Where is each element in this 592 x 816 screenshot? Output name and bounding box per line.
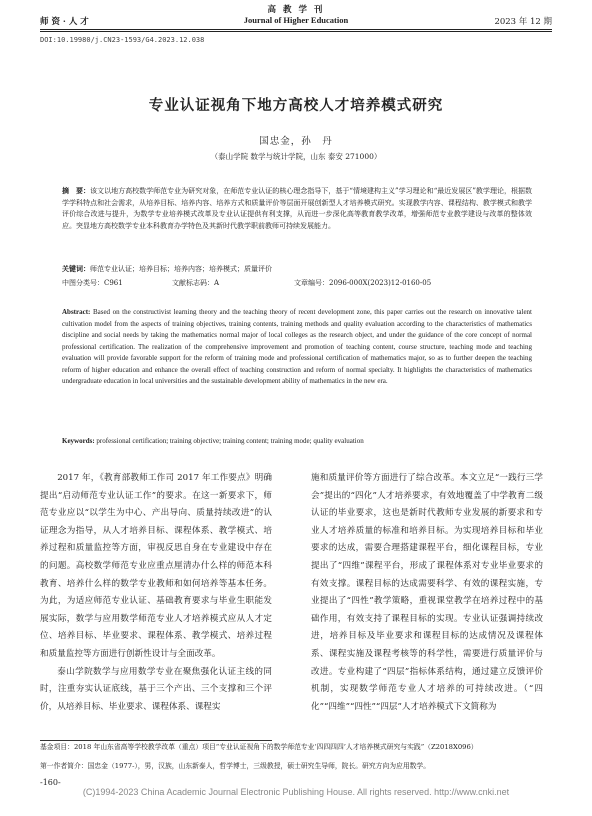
keywords-zh: [62, 263, 532, 276]
body-paragraph: 施和质量评价等方面进行了综合改革。本文立足“一践行三学会”提出的“四化”人才培养要求，有效地覆盖了中学教育二级认证的毕业要求，这也是新时代教师专业发展的新要求和专业人才培养质量的标准和培养目标。为实现培养目标和毕业要求的达成，需要合理搭建课程平台，细化课程目标，专业提出了“四维”课程平台，形成了课程体系对专业毕业要求的有效支撑。课程目标的达成需要科学、有效的课程实施，专业提出了“四性”教学策略，重视课堂教学在培养过程中的基础作用，有效支持了课程目标的实现。专业认证强调持续改进，培养目标及毕业要求和课程目标的达成情况及课程体系、课程实施及课程考核等的科学性，需要进行质量评价与改进。专业构建了“四层”指标体系结构，通过建立反馈评价机制，实现数学师范专业人才培养的可持续改进。（“四化”“四维”“四性”“四层”人才培养模式下文简称为: [311, 473, 543, 712]
body-column-right: [311, 470, 543, 716]
abstract-en-text: Based on the constructivist learning theory and the teaching theory of recent development zone, this paper carries out the research on innovative talent cultivation model from the aspects of training objectives, training contents, training methods and quality evaluation according to the characteristics of mathematics discipline and social needs by taking the mathematics normal major of local colleges as the research object, and under the guidance of the core concept of normal professional certification. The realization of the comprehensive improvement and promotion of teaching content, course structure, teaching mode and teaching evaluation will provide favorable support for the reform of training mode and professional certification of mathematics major, so as to further deepen the teaching reform of higher education and enhance the overall effect of teaching construction and reform of normal specialty. It highlights the characteristics of mathematics undergraduate education in local universities and the sustainable development ability of mathematics in the new era.: [62, 308, 532, 385]
document-code: 文献标志码：A: [172, 279, 220, 287]
journal-name-cn: 高 教 学 刊: [267, 5, 325, 15]
header-rule-bottom: [40, 31, 552, 32]
journal-name-en: Journal of Higher Education: [243, 15, 349, 25]
running-header: [40, 15, 552, 27]
body-paragraph: 泰山学院数学与应用数学专业在聚焦强化认证主线的同时，注重夯实认证底线，基于三个产出、三个支撑和三个评价，从培养目标、毕业要求、课程体系、课程实: [40, 666, 272, 712]
article-number: 文章编号：2096-000X(2023)12-0160-05: [294, 279, 432, 287]
copyright-footer: (C)1994-2023 China Academic Journal Electronic Publishing House. All rights reserved. http://www.cnki.net: [82, 787, 510, 797]
section-label: 师 资 · 人 才: [40, 17, 89, 27]
header-rule-top: [40, 29, 552, 30]
footnote-funding: 基金项目：2018 年山东省高等学校教学改革（重点）项目“专业认证视角下的数学师范专业‘四四四四’人才培养模式研究与实践”（Z2018X096）: [40, 743, 478, 751]
abstract-zh-label: 摘 要：: [62, 186, 91, 195]
footnote-author: 第一作者简介：国忠金（1977-），男，汉族，山东新泰人，哲学博士，三级教授，硕士研究生导师，院长。研究方向为应用数学。: [40, 762, 431, 770]
keywords-en: [62, 437, 532, 445]
abstract-en: [62, 307, 532, 388]
authors: 国忠金，孙 丹: [259, 136, 333, 147]
issue-label: 2023 年 12 期: [494, 17, 552, 27]
body-column-left: [40, 470, 272, 716]
doi[interactable]: DOI:10.19980/j.CN23-1593/G4.2023.12.038: [40, 36, 205, 44]
article-meta: [62, 278, 532, 289]
keywords-zh-text: 师范专业认证；培养目标；培养内容；培养模式；质量评价: [90, 265, 272, 273]
body-paragraph: 2017 年，《教育部教师工作司 2017 年工作要点》明确提出“启动师范专业认证工作”的要求。在这一新要求下，师范专业应以“以学生为中心、产出导向、质量持续改进”的认证理念为指导，从人才培养目标、课程体系、教学模式、培养过程和质量监控等方面，审视反思自身在专业建设中存在的问题。高校数学师范专业应重点厘清办什么样的师范本科教育、培养什么样的数学专业教师和如何培养等基本任务。为此，为适应师范专业认证、基础教育要求与毕业生职能发展实际，数学与应用数学师范专业人才培养模式应从人才定位、培养目标、毕业要求、课程体系、教学模式、培养过程和质量监控等方面进行创新性设计与全面改革。: [40, 473, 272, 659]
affiliation: （泰山学院 数学与统计学院，山东 泰安 271000）: [210, 152, 382, 161]
keywords-en-text: professional certification; training objective; training content; training mode; quality evaluation: [96, 437, 364, 445]
abstract-zh-text: 该文以地方高校数学师范专业为研究对象，在师范专业认证的核心理念指导下，基于“情境建构主义”学习理论和“最近发展区”教学理论，根据数学学科特点和社会需求，从培养目标、培养内容、培养方式和质量评价等层面开展创新型人才培养模式研究。实现教学内容、课程结构、教学模式和教学评价综合改进与提升，为数学专业培养模式改革及专业认证提供有利支撑，从而进一步深化高等教育教学改革，增强师范专业教学建设与改革的整体效应。突显地方高校数学专业本科教育办学特色及其新时代教学职前教师可持续发展能力。: [62, 187, 532, 230]
page-number: -160-: [40, 778, 61, 787]
keywords-en-label: Keywords:: [62, 437, 95, 445]
abstract-zh: [62, 185, 532, 232]
footnote-rule: [40, 740, 272, 741]
keywords-zh-label: 关键词：: [62, 264, 90, 273]
abstract-en-label: Abstract:: [62, 308, 91, 316]
paper-title: 专业认证视角下地方高校人才培养模式研究: [148, 98, 444, 114]
clc-number: 中图分类号：C961: [62, 279, 123, 287]
